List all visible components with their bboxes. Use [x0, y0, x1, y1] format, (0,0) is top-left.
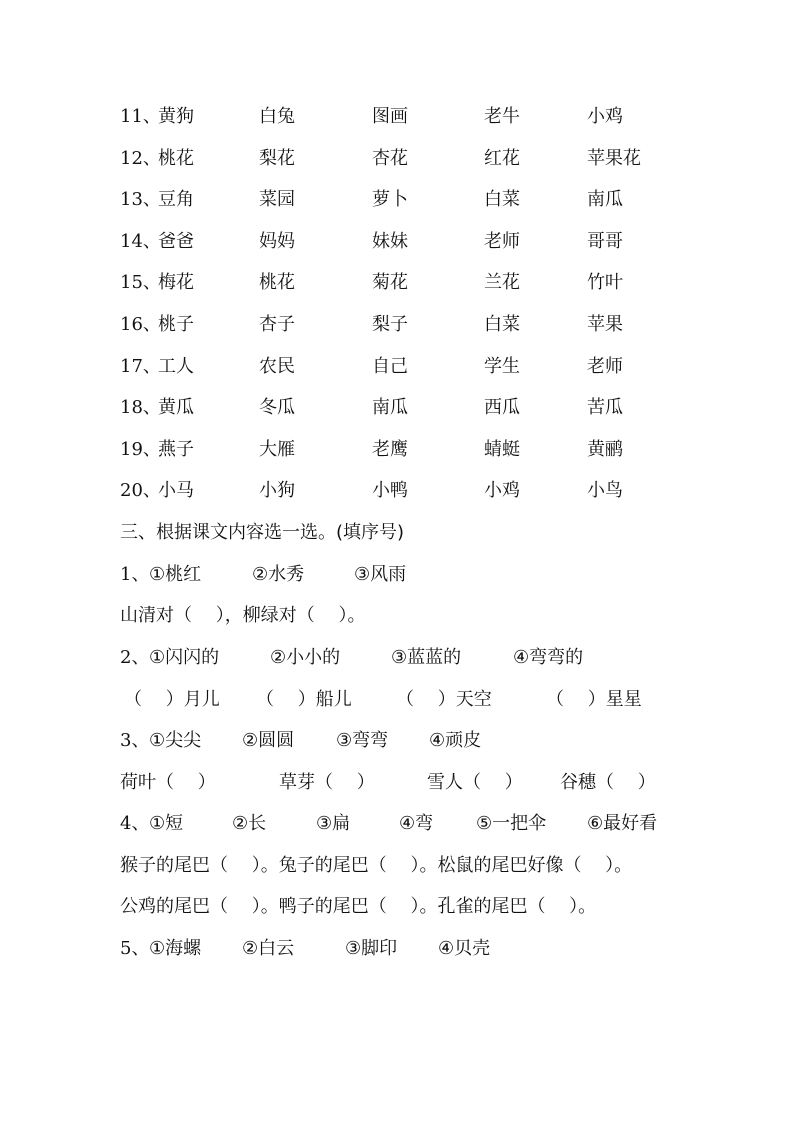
row-number: 13、: [120, 189, 161, 211]
option: ③风雨: [354, 564, 407, 585]
word: 哥哥: [587, 230, 623, 252]
question-number: 5、: [120, 938, 150, 959]
word: 白兔: [259, 106, 295, 127]
word: 老师: [587, 355, 623, 377]
word: 梨花: [259, 147, 295, 169]
question-3-options: [0, 726, 793, 756]
option: ⑥最好看: [587, 813, 658, 834]
word: 桃花: [259, 272, 295, 294]
word: 小狗: [259, 480, 295, 502]
word: 竹叶: [587, 272, 623, 294]
question-4-options: [0, 809, 793, 839]
option: ③脚印: [345, 938, 398, 959]
row-number: 16、: [120, 314, 161, 335]
row-number: 11、: [120, 106, 161, 127]
row-number: 18、: [120, 397, 161, 419]
option: ②小小的: [270, 647, 341, 668]
word: 老师: [484, 230, 520, 252]
word: 妹妹: [372, 230, 408, 252]
row-number: 14、: [120, 230, 161, 252]
word: 南瓜: [372, 397, 408, 419]
word: 豆角: [158, 189, 194, 211]
fill-blank-text: 山清对（ ），柳绿对（ ）。: [120, 605, 366, 626]
option: ③弯弯: [336, 730, 389, 751]
word: 图画: [372, 106, 408, 127]
word: 菊花: [372, 272, 408, 294]
fill-blank: 谷穗（ ）: [560, 772, 656, 793]
word-row: [0, 227, 793, 257]
option: ④弯弯的: [513, 647, 584, 668]
word: 自己: [372, 355, 408, 377]
question-3-blanks: [0, 768, 793, 798]
word: 燕子: [158, 438, 194, 460]
fill-blank: 雪人（ ）: [427, 772, 523, 793]
word: 工人: [158, 355, 194, 377]
option: ①桃红: [149, 564, 202, 585]
word-row: [0, 393, 793, 423]
question-4-line-1: [0, 851, 793, 881]
option: ①短: [149, 813, 184, 834]
fill-blank: 草芽（ ）: [279, 772, 375, 793]
fill-blank: （ ）天空: [396, 689, 492, 710]
question-4-line-2: [0, 892, 793, 922]
word: 老牛: [484, 106, 520, 127]
section-3-heading: [0, 518, 793, 548]
word: 白菜: [484, 314, 520, 335]
fill-blank-text: 猴子的尾巴（ ）。兔子的尾巴（ ）。松鼠的尾巴好像（ ）。: [120, 855, 633, 876]
word-row: [0, 476, 793, 506]
word: 杏子: [259, 314, 295, 335]
question-number: 3、: [120, 730, 150, 751]
word: 苹果花: [587, 147, 641, 169]
word: 冬瓜: [259, 397, 295, 419]
word: 苦瓜: [587, 397, 623, 419]
word: 萝卜: [372, 189, 408, 211]
fill-blank: （ ）星星: [546, 689, 642, 710]
question-number: 2、: [120, 647, 150, 668]
option: ⑤一把伞: [476, 813, 547, 834]
section-3-title: 三、根据课文内容选一选。(填序号): [120, 522, 405, 543]
row-number: 19、: [120, 438, 161, 460]
row-number: 20、: [120, 480, 161, 502]
fill-blank: 荷叶（ ）: [120, 772, 216, 793]
row-number: 15、: [120, 272, 161, 294]
word: 小鸡: [587, 106, 623, 127]
word: 学生: [484, 355, 520, 377]
word: 兰花: [484, 272, 520, 294]
word-row: [0, 102, 793, 132]
question-2-options: [0, 643, 793, 673]
word: 白菜: [484, 189, 520, 211]
option: ①海螺: [149, 938, 202, 959]
word-row: [0, 268, 793, 298]
word: 小鸟: [587, 480, 623, 502]
word: 老鹰: [372, 438, 408, 460]
word: 杏花: [372, 147, 408, 169]
fill-blank: （ ）船儿: [256, 689, 352, 710]
word: 桃子: [158, 314, 194, 335]
option: ④贝壳: [438, 938, 491, 959]
question-1-options: [0, 560, 793, 590]
word: 大雁: [259, 438, 295, 460]
word: 苹果: [587, 314, 623, 335]
option: ①尖尖: [149, 730, 202, 751]
word: 妈妈: [259, 230, 295, 252]
word: 小鸡: [484, 480, 520, 502]
question-number: 4、: [120, 813, 150, 834]
word: 西瓜: [484, 397, 520, 419]
word: 红花: [484, 147, 520, 169]
option: ④弯: [399, 813, 434, 834]
word-row: [0, 185, 793, 215]
fill-blank-text: 公鸡的尾巴（ ）。鸭子的尾巴（ ）。孔雀的尾巴（ ）。: [120, 896, 597, 917]
option: ②白云: [242, 938, 295, 959]
option: ②水秀: [252, 564, 305, 585]
row-number: 12、: [120, 147, 161, 169]
option: ②圆圆: [242, 730, 295, 751]
question-5-options: [0, 934, 793, 964]
option: ③扁: [316, 813, 351, 834]
question-2-blanks: [0, 685, 793, 715]
word: 黄狗: [158, 106, 194, 127]
word: 黄鹂: [587, 438, 623, 460]
option: ②长: [232, 813, 267, 834]
question-1-blanks: [0, 601, 793, 631]
word: 梅花: [158, 272, 194, 294]
word: 蜻蜓: [484, 438, 520, 460]
option: ③蓝蓝的: [391, 647, 462, 668]
question-number: 1、: [120, 564, 150, 585]
word: 小马: [158, 480, 194, 502]
word: 南瓜: [587, 189, 623, 211]
row-number: 17、: [120, 355, 161, 377]
word-row: [0, 352, 793, 382]
word: 农民: [259, 355, 295, 377]
word: 梨子: [372, 314, 408, 335]
word-row: [0, 310, 793, 340]
word: 黄瓜: [158, 397, 194, 419]
word-row: [0, 144, 793, 174]
option: ④顽皮: [429, 730, 482, 751]
word-row: [0, 435, 793, 465]
fill-blank: （ ）月儿: [124, 689, 220, 710]
word: 菜园: [259, 189, 295, 211]
word: 爸爸: [158, 230, 194, 252]
word: 桃花: [158, 147, 194, 169]
option: ①闪闪的: [149, 647, 220, 668]
word: 小鸭: [372, 480, 408, 502]
